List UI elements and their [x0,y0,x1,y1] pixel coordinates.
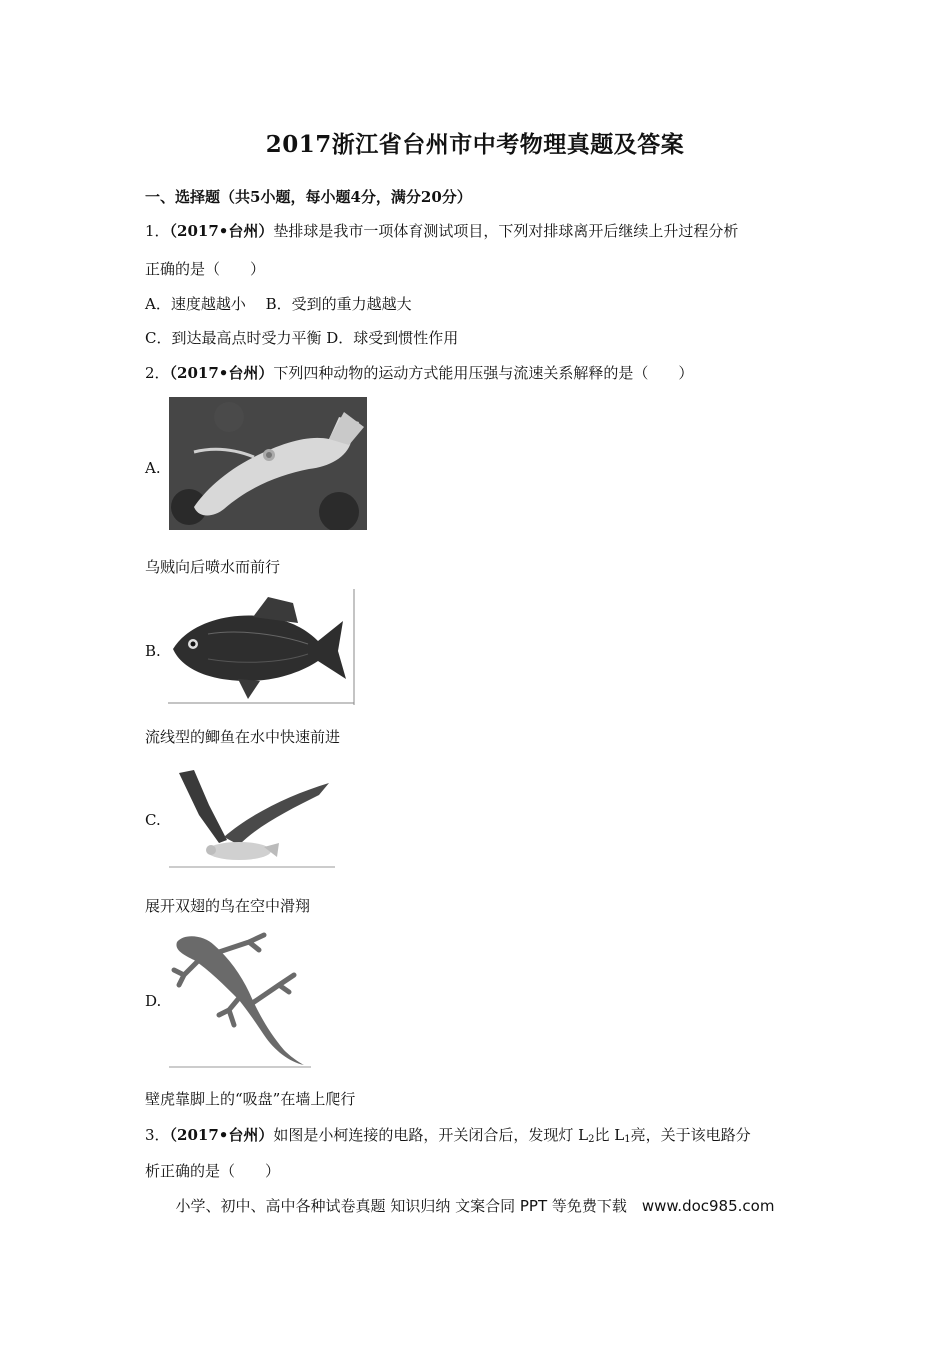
question-2-line-1 [145,362,693,383]
question-number: 1． [145,222,170,240]
question-1-line-2: 正确的是（ ） [145,260,266,278]
option-d-letter: D. [145,992,162,1010]
question-text-pre: 如图是小柯连接的电路，开关闭合后，发现灯 L [273,1126,589,1144]
question-1-line-1 [145,220,738,241]
option-b-letter: B. [145,642,161,660]
bird-photo [169,765,335,869]
option-c-caption: 展开双翅的鸟在空中滑翔 [145,897,311,915]
question-source-tag: （2017•台州） [169,364,274,382]
question-3-line-2: 析正确的是（ ） [145,1162,281,1180]
option-d-caption: 壁虎靠脚上的“吸盘”在墙上爬行 [145,1090,356,1108]
option-c-letter: C. [145,811,161,829]
question-text: 下列四种动物的运动方式能用压强与流速关系解释的是（ ） [273,364,694,382]
question-3-line-1 [145,1124,751,1145]
question-1-options-ab: A．速度越越小 B．受到的重力越越大 [145,295,412,313]
question-source-tag: （2017•台州） [169,222,274,240]
option-b-caption: 流线型的鲫鱼在水中快速前进 [145,728,341,746]
subscript-2: 2 [588,1134,595,1145]
option-a-caption: 乌贼向后喷水而前行 [145,558,281,576]
page-footer: 小学、初中、高中各种试卷真题 知识归纳 文案合同 PPT 等免费下载 www.doc985.com [175,1197,775,1215]
gecko-photo [169,930,311,1069]
squid-photo [169,397,367,530]
question-source-tag: （2017•台州） [169,1126,274,1144]
question-number: 2． [145,364,170,382]
option-a-letter: A. [145,459,161,477]
fish-photo [168,589,356,705]
question-text: 垫排球是我市一项体育测试项目，下列对排球离开后继续上升过程分析 [273,222,739,240]
question-text-mid: 比 L [594,1126,625,1144]
section-heading: 一、选择题（共5小题，每小题4分，满分20分） [145,188,472,206]
question-number: 3． [145,1126,170,1144]
subscript-1: 1 [624,1134,631,1145]
question-text-post: 亮，关于该电路分 [630,1126,751,1144]
document-title: 2017浙江省台州市中考物理真题及答案 [265,131,685,158]
question-1-options-cd: C．到达最高点时受力平衡 D．球受到惯性作用 [145,329,459,347]
